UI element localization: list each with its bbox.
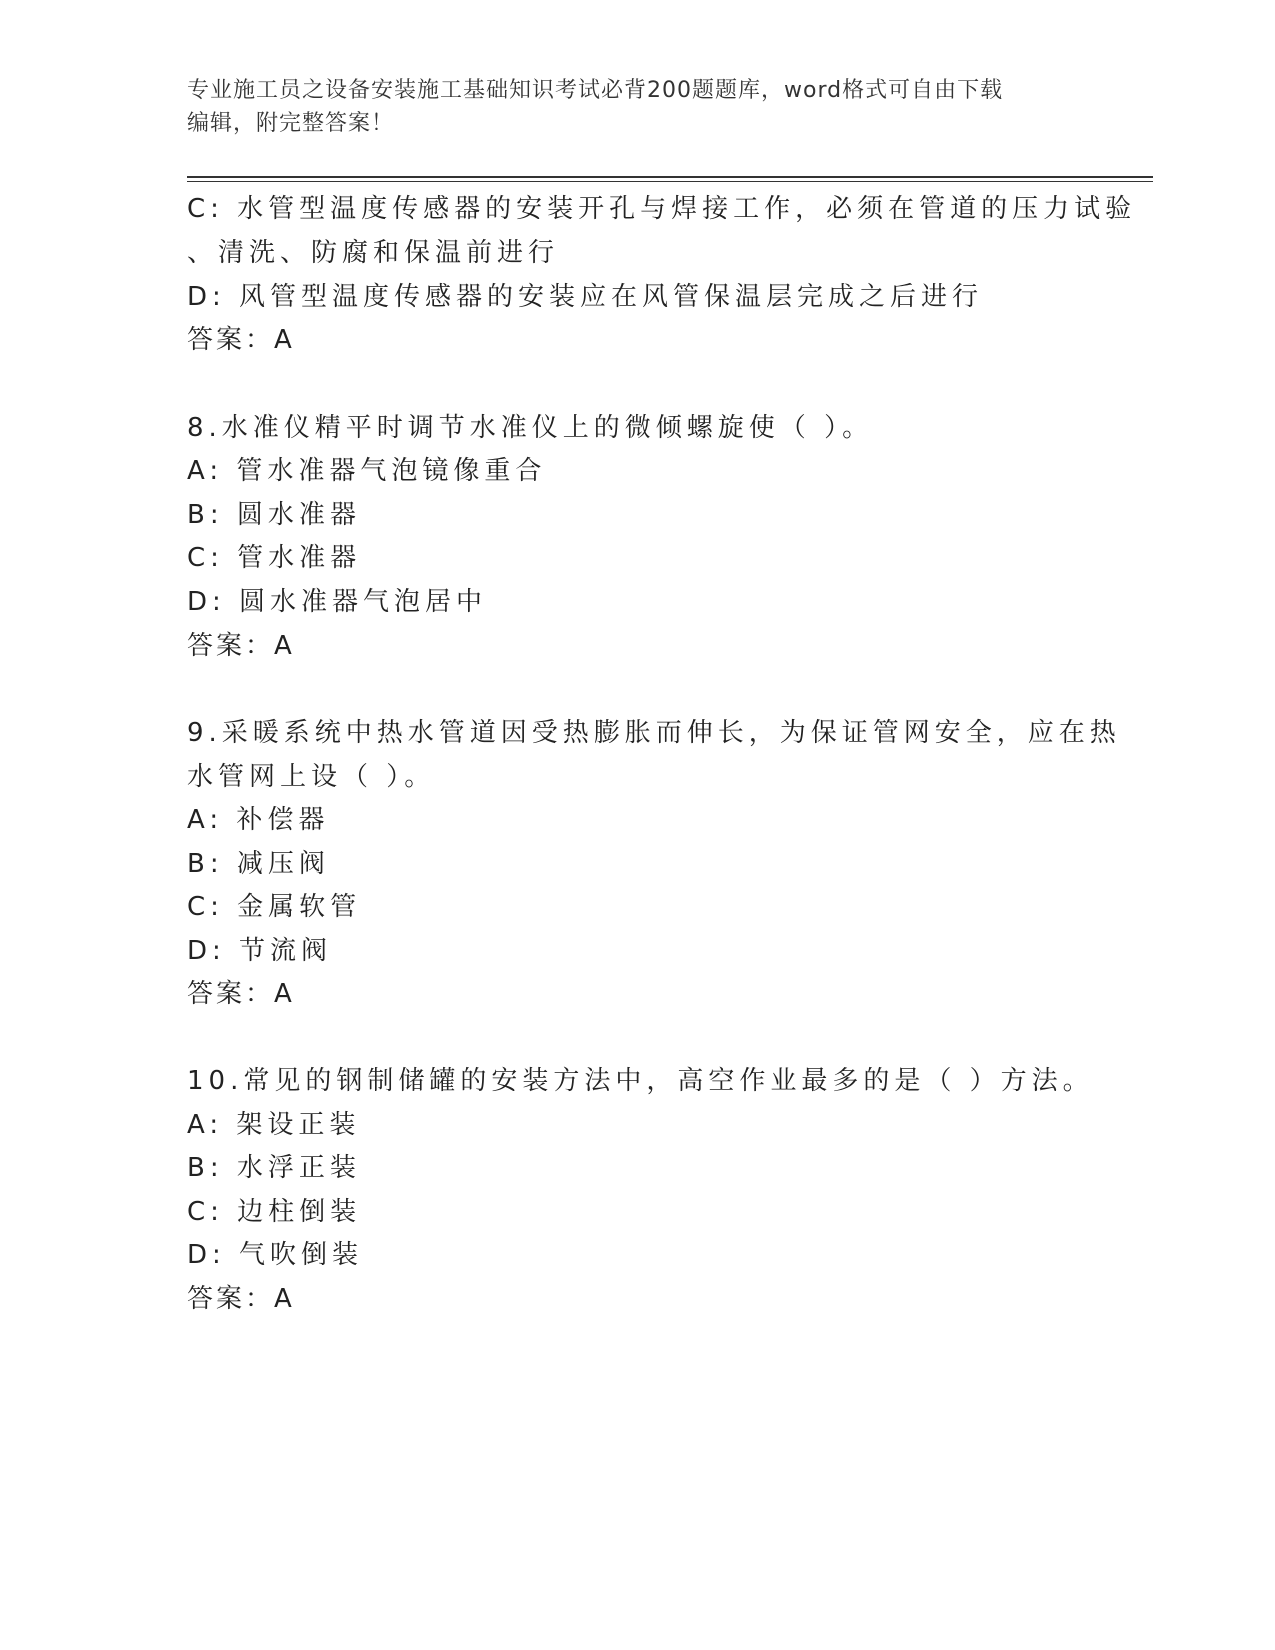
header-line-1: 专业施工员之设备安装施工基础知识考试必背200题题库，word格式可自由下载 (187, 78, 1004, 103)
page-header (187, 74, 1067, 140)
q8-option-c: C: 管水准器 (187, 543, 362, 573)
header-divider-thin (187, 181, 1153, 182)
q9-option-b: B: 减压阀 (187, 849, 330, 879)
q10-option-c: C: 边柱倒装 (187, 1197, 362, 1227)
q7-answer: 答案：A (187, 325, 295, 355)
q10-option-a: A: 架设正装 (187, 1110, 361, 1140)
header-divider-thick (187, 176, 1153, 178)
q9-option-d: D: 节流阀 (187, 936, 333, 966)
q8-option-d: D: 圆水准器气泡居中 (187, 587, 488, 617)
q10-answer: 答案：A (187, 1284, 295, 1314)
q9-option-c: C: 金属软管 (187, 892, 362, 922)
q10-stem: 10.常见的钢制储罐的安装方法中，高空作业最多的是（ ）方法。 (187, 1066, 1094, 1096)
q9-option-a: A: 补偿器 (187, 805, 330, 835)
q7-option-c-line-2: 、清洗、防腐和保温前进行 (187, 238, 560, 268)
q8-option-b: B: 圆水准器 (187, 500, 361, 530)
q9-answer: 答案：A (187, 979, 295, 1009)
q8-option-a: A: 管水准器气泡镜像重合 (187, 456, 547, 486)
q10-option-b: B: 水浮正装 (187, 1153, 361, 1183)
q9-stem-line-1: 9.采暖系统中热水管道因受热膨胀而伸长，为保证管网安全，应在热 (187, 718, 1121, 748)
q8-stem: 8.水准仪精平时调节水准仪上的微倾螺旋使（ ）。 (187, 413, 874, 443)
header-line-2: 编辑，附完整答案！ (187, 111, 395, 136)
q8-answer: 答案：A (187, 631, 295, 661)
q7-option-c-line-1: C: 水管型温度传感器的安装开孔与焊接工作，必须在管道的压力试验 (187, 194, 1137, 224)
q7-option-d: D: 风管型温度传感器的安装应在风管保温层完成之后进行 (187, 282, 984, 312)
q9-stem-line-2: 水管网上设（ ）。 (187, 762, 436, 792)
q10-option-d: D: 气吹倒装 (187, 1240, 364, 1270)
